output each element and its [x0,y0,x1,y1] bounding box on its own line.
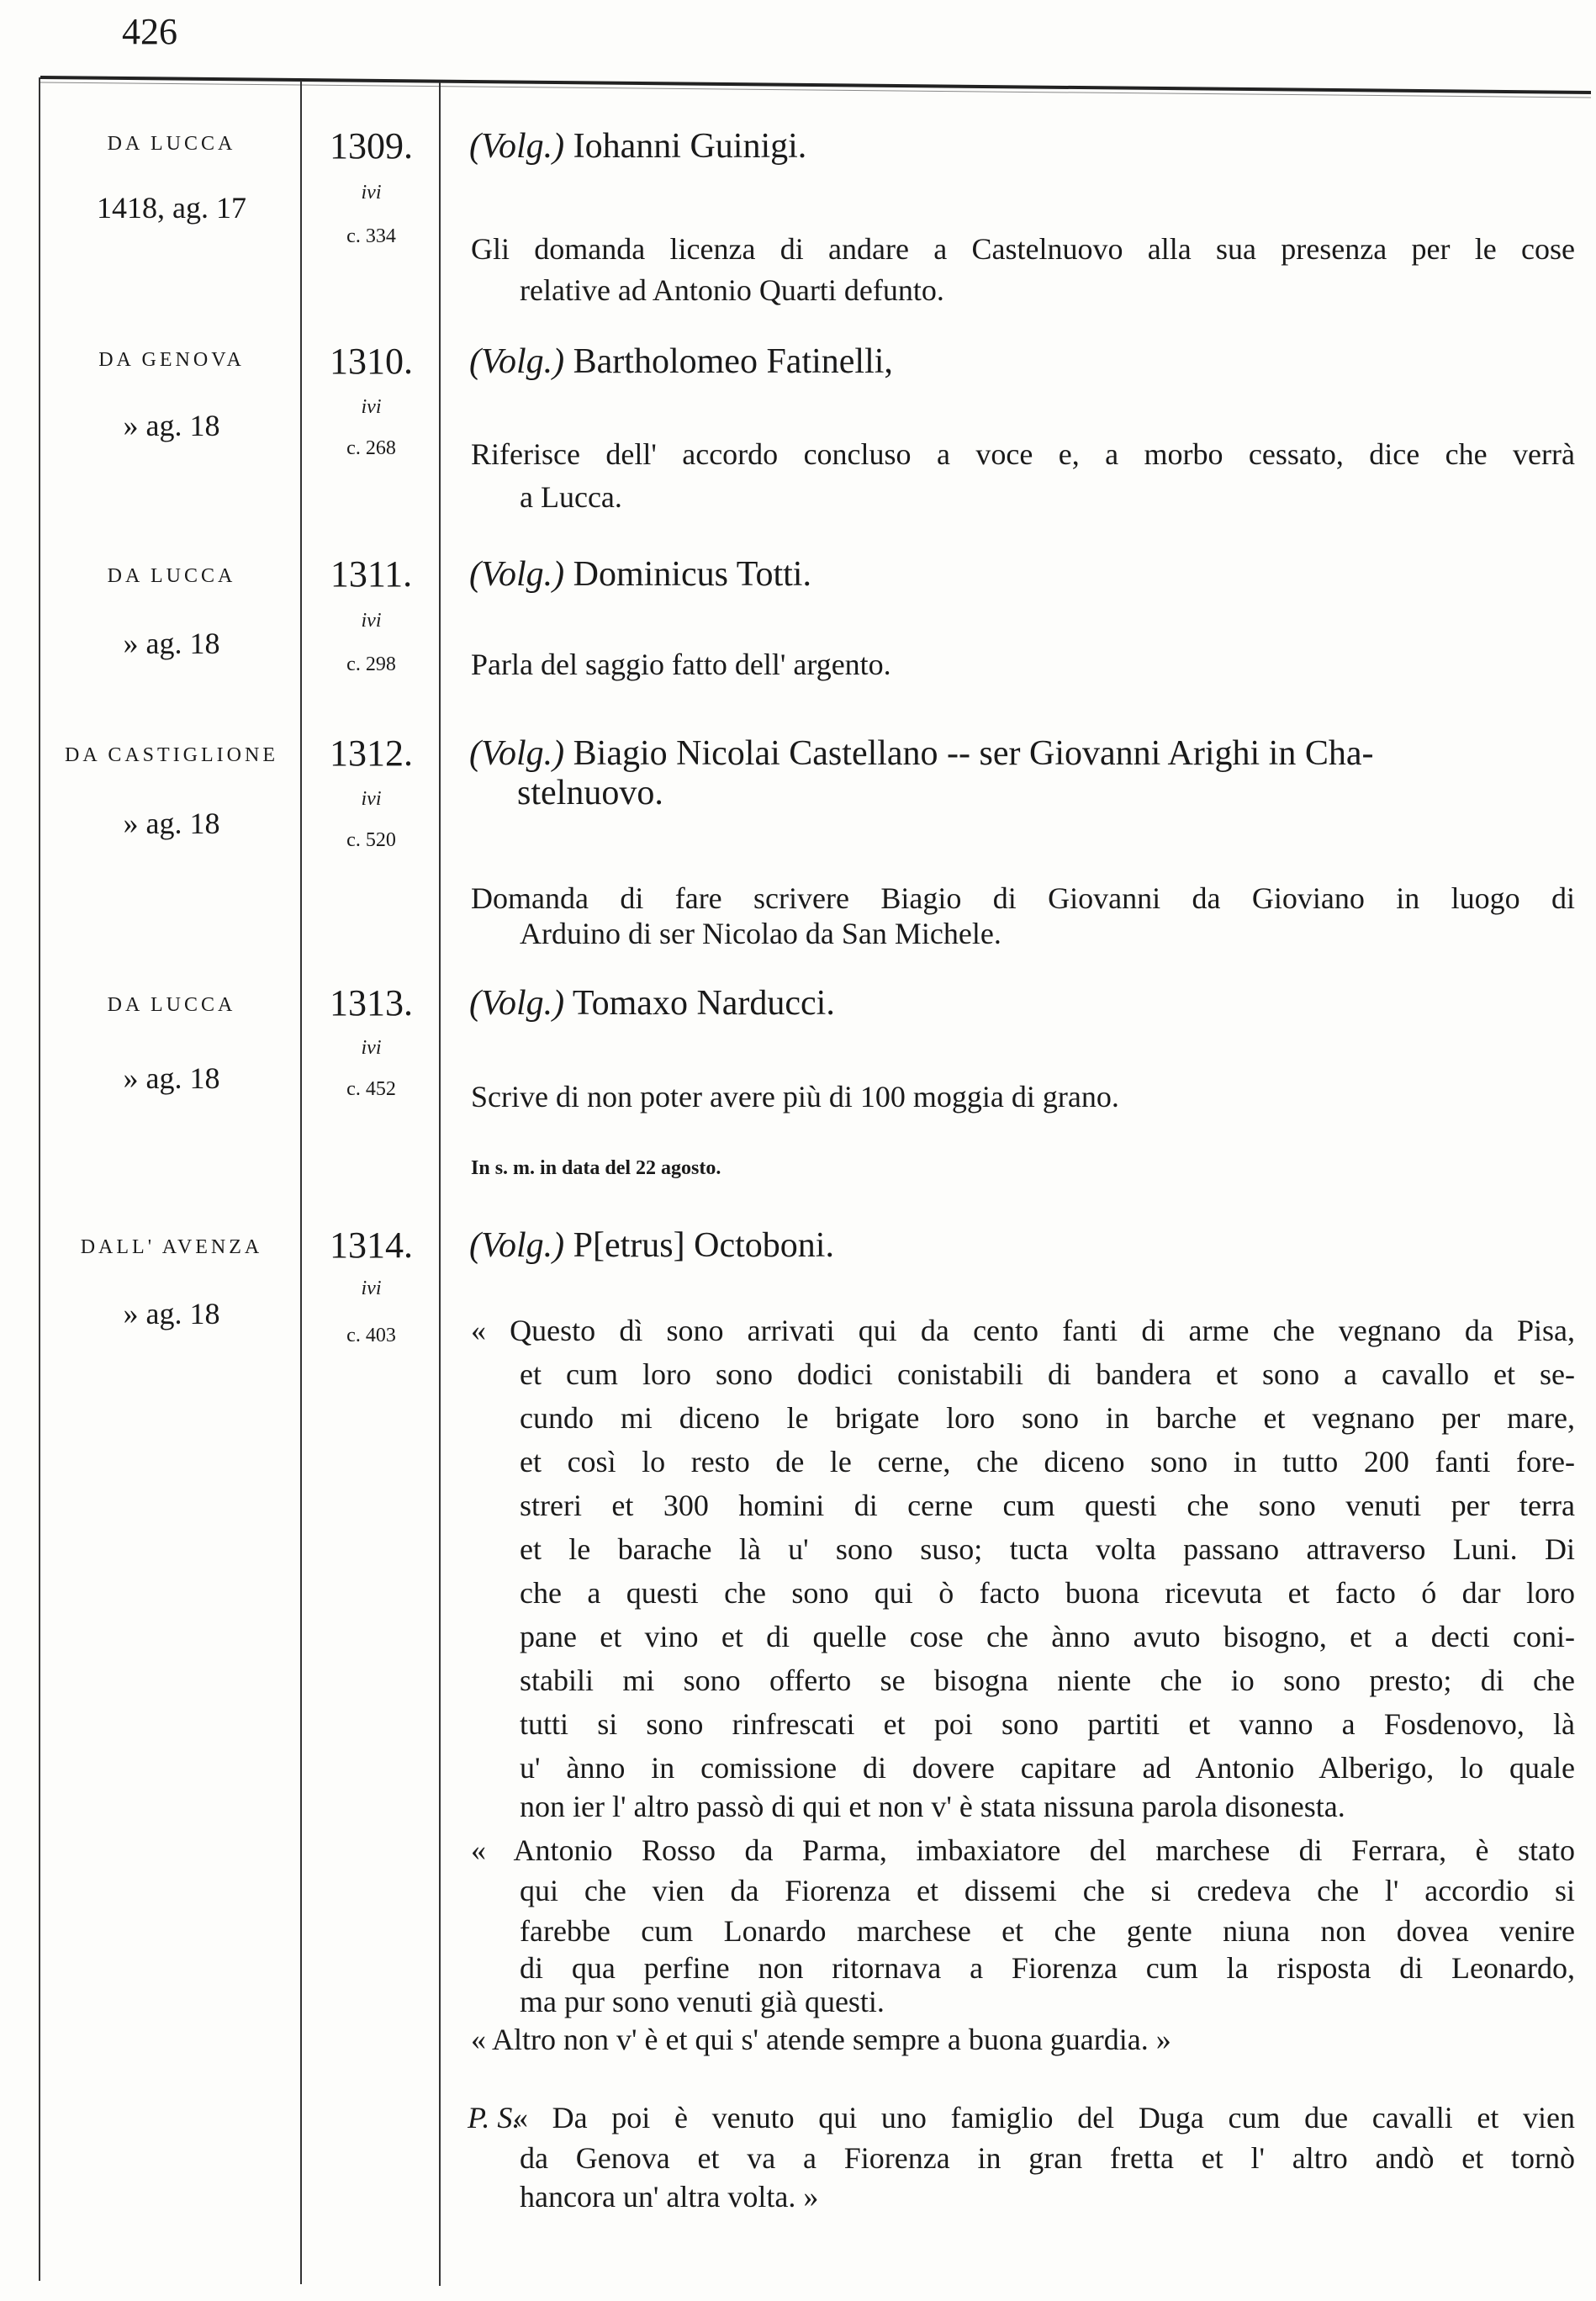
paragraph-line: « Questo dì sono arrivati qui da cento fanti di arme che vegnano da Pisa, [471,1314,1575,1347]
entry-ivi: ivi [361,1277,382,1299]
title-prefix: (Volg.) [469,127,565,166]
entry-note: In s. m. in data del 22 agosto. [471,1157,721,1179]
paragraph-line: « Altro non v' è et qui s' atende sempre a buona guardia. » [471,2023,1171,2056]
left-border-rule [39,77,40,2281]
paragraph-line: di qua perfine non ritornava a Fiorenza cum la risposta di Leonardo, [520,1951,1575,1985]
entry-number: 1311. [330,553,413,595]
title-name: Biagio Nicolai Castellano -- ser Giovanni Arighi in Cha- [573,734,1374,773]
entry-origin: DA LUCCA [107,565,236,587]
entry-title-continuation [517,772,1596,814]
entry-number: 1309. [330,125,413,167]
entry-number: 1314. [330,1225,413,1266]
entry-origin: DA LUCCA [107,994,236,1016]
paragraph-line: pane et vino et di quelle cose che ànno avuto bisogno, et a decti coni- [520,1620,1575,1653]
paragraph-line: et cum loro sono dodici conistabili di bandera et sono a cavallo et se- [520,1357,1575,1391]
entry-folio-ref: c. 452 [346,1078,396,1100]
entry-ivi: ivi [361,182,382,204]
paragraph-line: Domanda di fare scrivere Biagio di Giovanni da Gioviano in luogo di [471,881,1575,915]
paragraph-line: non ier l' altro passò di qui et non v' è stata nissuna parola disonesta. [520,1790,1345,1823]
title-prefix: (Volg.) [469,734,565,773]
entry-origin: DALL' AVENZA [80,1236,263,1258]
entry-date: » ag. 18 [123,807,220,840]
title-name: Dominicus Totti. [573,555,811,594]
entry-ivi: ivi [361,396,382,418]
entry-ivi: ivi [361,1037,382,1059]
entry-date: » ag. 18 [123,627,220,660]
paragraph-line: Riferisce dell' accordo concluso a voce e, a morbo cessato, dice che verrà [471,437,1575,471]
entry-number: 1310. [330,341,413,382]
entry-title [469,553,1575,595]
entry-number: 1312. [330,733,413,774]
entry-date: » ag. 18 [123,1061,220,1095]
title-prefix: (Volg.) [469,984,565,1023]
entry-folio-ref: c. 334 [346,225,396,247]
page-number: 426 [122,11,177,52]
title-name: Bartholomeo Fatinelli, [573,342,893,381]
title-prefix: (Volg.) [469,342,565,381]
entry-title [469,982,1575,1024]
entry-title [469,733,1575,775]
entry-folio-ref: c. 403 [346,1325,396,1346]
entry-title [469,1225,1575,1267]
entry-folio-ref: c. 298 [346,653,396,675]
paragraph-line: che a questi che sono qui ò facto buona ricevuta et facto ó dar loro [520,1576,1575,1610]
paragraph-line: qui che vien da Fiorenza et dissemi che si credeva che l' accordio si [520,1874,1575,1907]
title-name: Iohanni Guinigi. [573,127,807,166]
title-prefix: (Volg.) [469,1226,565,1265]
entry-title [469,125,1575,167]
paragraph-line: et così lo resto de le cerne, che diceno sono in tutto 200 fanti fore- [520,1445,1575,1478]
paragraph-line: hancora un' altra volta. » [520,2180,819,2214]
title-name: stelnuovo. [517,774,663,812]
paragraph-line: farebbe cum Lonardo marchese et che gente niuna non dovea venire [520,1914,1575,1948]
title-prefix: (Volg.) [469,555,565,594]
paragraph-line: ma pur sono venuti già questi. [520,1985,885,2018]
title-name: Tomaxo Narducci. [572,984,835,1023]
paragraph-line: da Genova et va a Fiorenza in gran fretta et l' altro andò et tornò [520,2141,1575,2175]
entry-origin: DA GENOVA [98,349,245,371]
entry-ivi: ivi [361,788,382,810]
paragraph-line: tutti si sono rinfrescati et poi sono partiti et vanno a Fosdenovo, là [520,1707,1575,1741]
entry-title [469,341,1575,383]
entry-origin: DA LUCCA [107,133,236,155]
paragraph-line: Arduino di ser Nicolao da San Michele. [520,917,1001,950]
paragraph-line: Gli domanda licenza di andare a Castelnuovo alla sua presenza per le cose [471,232,1575,266]
entry-number: 1313. [330,982,413,1024]
title-name: P[etrus] Octoboni. [573,1226,834,1265]
paragraph-line: et le barache là u' sono suso; tucta volta passano attraverso Luni. Di [520,1532,1575,1566]
paragraph-line: cundo mi diceno le brigate loro sono in barche et vegnano per mare, [520,1401,1575,1435]
paragraph-line: « Da poi è venuto qui uno famiglio del Duga cum due cavalli et vien [513,2101,1575,2134]
header-rule [0,0,1596,135]
paragraph-line: Scrive di non poter avere più di 100 moggia di grano. [471,1080,1119,1113]
paragraph-line: streri et 300 homini di cerne cum questi che sono venuti per terra [520,1489,1575,1522]
entry-date: 1418, ag. 17 [97,191,246,225]
paragraph-line: Parla del saggio fatto dell' argento. [471,648,891,681]
paragraph-line: relative ad Antonio Quarti defunto. [520,273,944,307]
entry-date: » ag. 18 [123,1297,220,1330]
entry-folio-ref: c. 268 [346,437,396,459]
paragraph-line: stabili mi sono offerto se bisogna niente che io sono presto; di che [520,1664,1575,1697]
paragraph-line: u' ànno in comissione di dovere capitare ad Antonio Alberigo, lo quale [520,1751,1575,1785]
entry-folio-ref: c. 520 [346,829,396,851]
entry-ivi: ivi [361,610,382,632]
entry-date: » ag. 18 [123,409,220,442]
entry-origin: DA CASTIGLIONE [65,744,278,766]
paragraph-line: « Antonio Rosso da Parma, imbaxiatore del marchese di Ferrara, è stato [471,1833,1575,1867]
postscript-label: P. S. [468,2101,521,2134]
paragraph-line: a Lucca. [520,480,622,514]
